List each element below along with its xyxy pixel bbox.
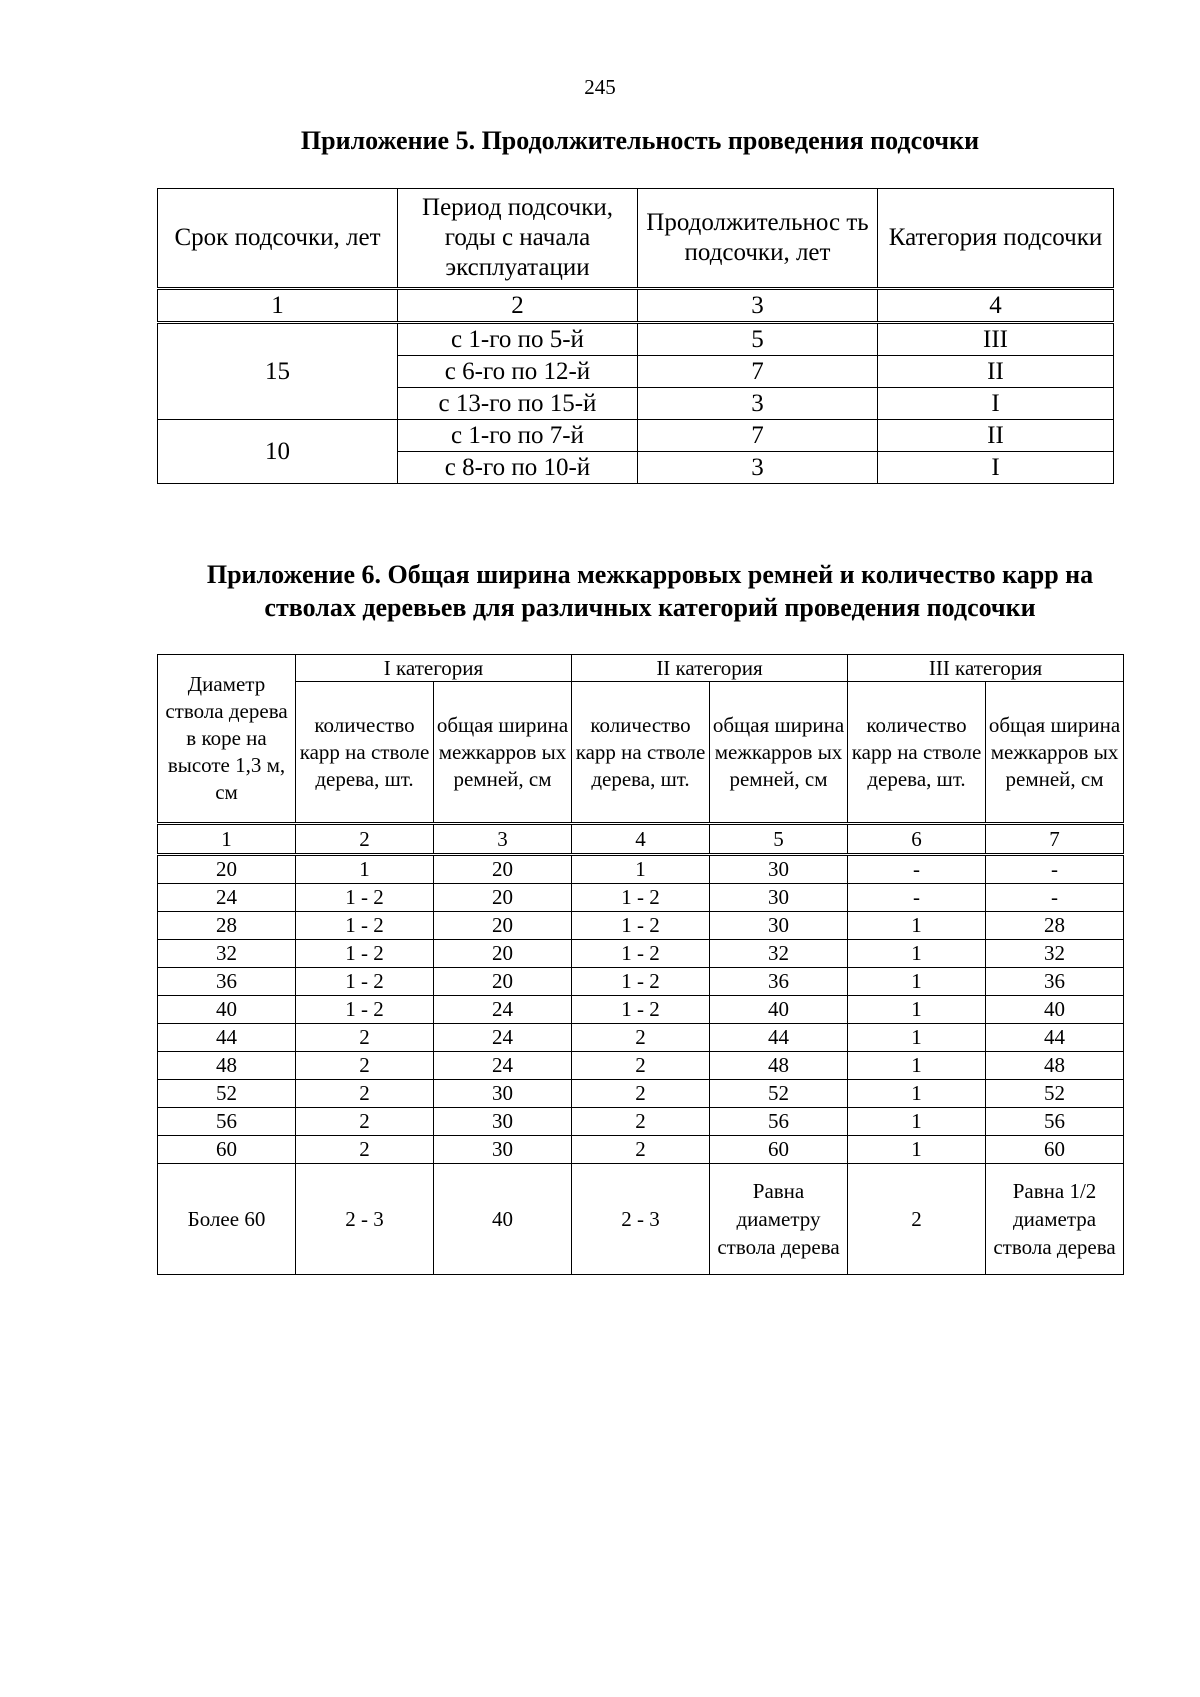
table-row: [158, 855, 1124, 884]
table-cell: 48: [986, 1052, 1124, 1080]
table-cell: Более 60: [158, 1164, 296, 1275]
col-number: 1: [158, 824, 296, 855]
header-width: общая ширина межкарров ых ремней, см: [986, 682, 1124, 824]
table-cell: 2 - 3: [296, 1164, 434, 1275]
appendix5-table: [157, 188, 1114, 484]
table-row: [158, 1052, 1124, 1080]
table-cell: 24: [158, 884, 296, 912]
table-cell: 2: [572, 1024, 710, 1052]
table-cell: 20: [434, 884, 572, 912]
table-cell: 2: [572, 1136, 710, 1164]
col-number: 1: [158, 289, 398, 323]
table-cell: 1: [848, 940, 986, 968]
table-row: [158, 323, 1114, 356]
table-cell: 30: [710, 884, 848, 912]
table-cell: 44: [986, 1024, 1124, 1052]
page-number: 245: [584, 75, 616, 99]
header-category: Категория подсочки: [878, 189, 1114, 289]
table-cell: 36: [710, 968, 848, 996]
table-cell: -: [986, 884, 1124, 912]
table-cell: 36: [986, 968, 1124, 996]
table-cell: 2: [572, 1052, 710, 1080]
table-cell: 1: [848, 1024, 986, 1052]
table-cell: 44: [710, 1024, 848, 1052]
table-cell: 1 - 2: [572, 996, 710, 1024]
table-cell: 1: [848, 1108, 986, 1136]
table-cell: 1: [572, 855, 710, 884]
table-cell: 2: [848, 1164, 986, 1275]
table-cell: 2: [572, 1108, 710, 1136]
table-cell: 2 - 3: [572, 1164, 710, 1275]
col-number: 4: [878, 289, 1114, 323]
table-cell: 1 - 2: [296, 940, 434, 968]
period-cell: с 8-го по 10-й: [398, 452, 638, 484]
period-cell: с 1-го по 7-й: [398, 420, 638, 452]
table-row: [158, 912, 1124, 940]
table-cell: 60: [986, 1136, 1124, 1164]
period-cell: с 1-го по 5-й: [398, 323, 638, 356]
table-cell: 48: [158, 1052, 296, 1080]
table-cell: 1: [848, 996, 986, 1024]
table-cell: Равна диаметру ствола дерева: [710, 1164, 848, 1275]
category-cell: I: [878, 452, 1114, 484]
table-cell: 32: [710, 940, 848, 968]
table-cell: -: [848, 884, 986, 912]
table-cell: 56: [986, 1108, 1124, 1136]
table-cell: 1: [848, 1052, 986, 1080]
header-width: общая ширина межкарров ых ремней, см: [434, 682, 572, 824]
header-period: Период подсочки, годы с начала эксплуатации: [398, 189, 638, 289]
table-cell: 30: [710, 912, 848, 940]
table-cell: 40: [158, 996, 296, 1024]
table-cell: 40: [434, 1164, 572, 1275]
header-category-2: II категория: [572, 655, 848, 682]
table-cell: 56: [710, 1108, 848, 1136]
table-cell: 32: [986, 940, 1124, 968]
duration-cell: 3: [638, 452, 878, 484]
appendix6-table: [157, 654, 1124, 1275]
table-cell: 20: [434, 912, 572, 940]
header-count: количество карр на стволе дерева, шт.: [848, 682, 986, 824]
header-category-1: I категория: [296, 655, 572, 682]
table-cell: 1 - 2: [572, 940, 710, 968]
header-count: количество карр на стволе дерева, шт.: [572, 682, 710, 824]
table-cell: 1: [848, 968, 986, 996]
col-number: 2: [296, 824, 434, 855]
term-cell: 10: [158, 420, 398, 484]
col-number: 2: [398, 289, 638, 323]
table-cell: 30: [434, 1136, 572, 1164]
table-cell: -: [848, 855, 986, 884]
table-cell: 1 - 2: [572, 912, 710, 940]
appendix6-title: Приложение 6. Общая ширина межкарровых ремней и количество карр на стволах деревьев для различных категорий проведения подсочки: [206, 560, 1094, 622]
table-cell: 20: [434, 968, 572, 996]
term-cell: 15: [158, 323, 398, 420]
table-cell: 48: [710, 1052, 848, 1080]
period-cell: с 6-го по 12-й: [398, 356, 638, 388]
header-count: количество карр на стволе дерева, шт.: [296, 682, 434, 824]
table-cell: 32: [158, 940, 296, 968]
col-number: 4: [572, 824, 710, 855]
table-cell: -: [986, 855, 1124, 884]
col-number: 6: [848, 824, 986, 855]
duration-cell: 7: [638, 420, 878, 452]
col-number: 5: [710, 824, 848, 855]
header-category-3: III категория: [848, 655, 1124, 682]
table-cell: 1 - 2: [296, 884, 434, 912]
col-number: 7: [986, 824, 1124, 855]
appendix5-title: Приложение 5. Продолжительность проведения подсочки: [300, 126, 980, 155]
category-cell: I: [878, 388, 1114, 420]
table-cell: 24: [434, 996, 572, 1024]
table-row: [158, 1080, 1124, 1108]
table-cell: 2: [296, 1080, 434, 1108]
table-cell: 28: [986, 912, 1124, 940]
table-cell: 1 - 2: [572, 884, 710, 912]
period-cell: с 13-го по 15-й: [398, 388, 638, 420]
table-cell: 1 - 2: [296, 996, 434, 1024]
table-cell: 60: [158, 1136, 296, 1164]
table-cell: 1: [848, 1136, 986, 1164]
table-cell: 30: [434, 1080, 572, 1108]
col-number: 3: [638, 289, 878, 323]
table-cell: 44: [158, 1024, 296, 1052]
table-cell: 1: [848, 1080, 986, 1108]
category-cell: III: [878, 323, 1114, 356]
duration-cell: 3: [638, 388, 878, 420]
table-cell: 40: [710, 996, 848, 1024]
table-cell: 2: [296, 1024, 434, 1052]
table-cell: 1: [848, 912, 986, 940]
table-cell: 52: [710, 1080, 848, 1108]
table-cell: 20: [434, 940, 572, 968]
table-cell: 24: [434, 1052, 572, 1080]
table-row: [158, 1136, 1124, 1164]
table-cell: 1 - 2: [296, 912, 434, 940]
table-cell: 30: [710, 855, 848, 884]
table-cell: 2: [572, 1080, 710, 1108]
table-cell: 20: [434, 855, 572, 884]
table-row: [158, 420, 1114, 452]
header-duration: Продолжительнос ть подсочки, лет: [638, 189, 878, 289]
table-cell: 1: [296, 855, 434, 884]
header-width: общая ширина межкарров ых ремней, см: [710, 682, 848, 824]
table-cell: 1 - 2: [572, 968, 710, 996]
table-row: [158, 1024, 1124, 1052]
table-cell: 36: [158, 968, 296, 996]
table-row: [158, 1108, 1124, 1136]
col-number: 3: [434, 824, 572, 855]
table-cell: 28: [158, 912, 296, 940]
table-cell: 56: [158, 1108, 296, 1136]
table-cell: 60: [710, 1136, 848, 1164]
table-cell: 20: [158, 855, 296, 884]
table-cell: 52: [158, 1080, 296, 1108]
table-row: [158, 968, 1124, 996]
table-row: [158, 940, 1124, 968]
table-row: [158, 996, 1124, 1024]
table-cell: 1 - 2: [296, 968, 434, 996]
table-row: [158, 884, 1124, 912]
header-term: Срок подсочки, лет: [158, 189, 398, 289]
duration-cell: 5: [638, 323, 878, 356]
category-cell: II: [878, 420, 1114, 452]
header-diameter: Диаметр ствола дерева в коре на высоте 1,3 м, см: [158, 655, 296, 824]
table-cell: 40: [986, 996, 1124, 1024]
appendix6-body: [158, 855, 1124, 1275]
table-row: [158, 1164, 1124, 1275]
table-cell: 24: [434, 1024, 572, 1052]
category-cell: II: [878, 356, 1114, 388]
table-cell: 52: [986, 1080, 1124, 1108]
duration-cell: 7: [638, 356, 878, 388]
table-cell: Равна 1/2 диаметра ствола дерева: [986, 1164, 1124, 1275]
table-cell: 2: [296, 1108, 434, 1136]
table-cell: 2: [296, 1052, 434, 1080]
table-cell: 2: [296, 1136, 434, 1164]
table-cell: 30: [434, 1108, 572, 1136]
